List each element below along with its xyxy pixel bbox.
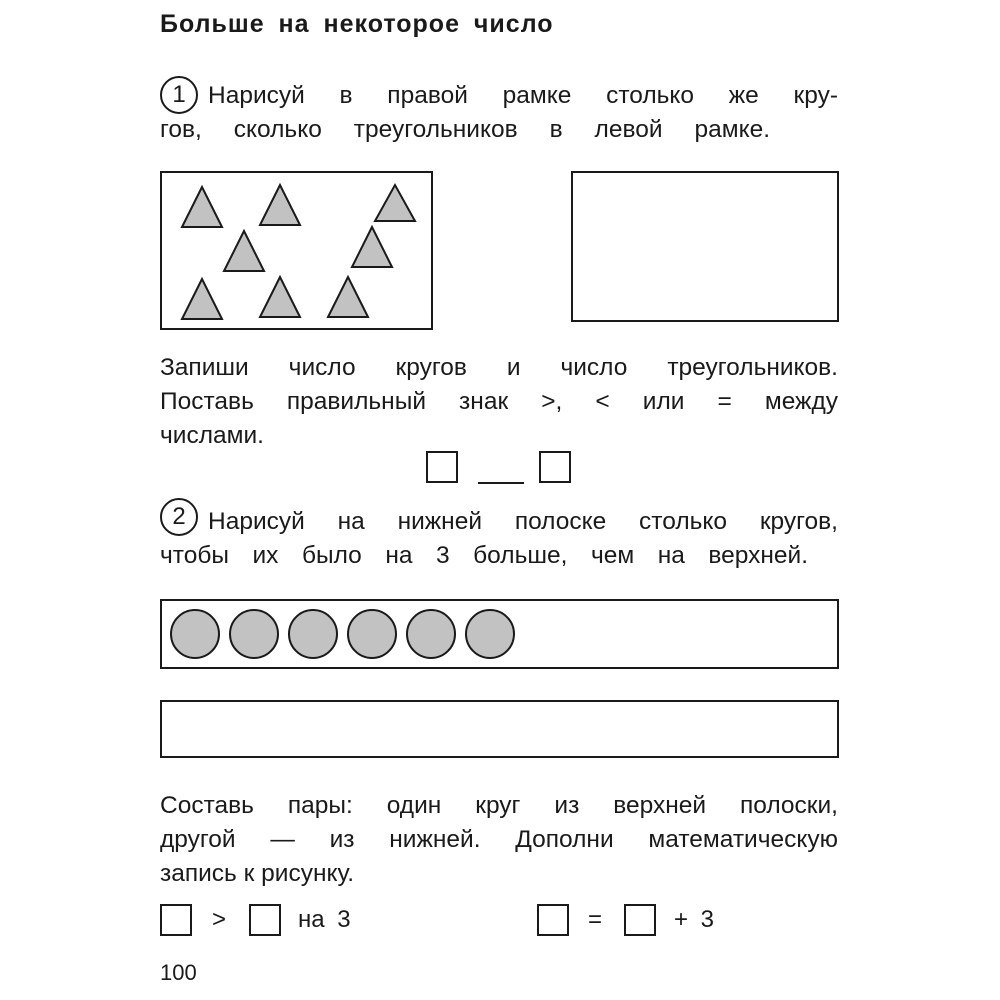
triangle-shape [182,279,222,319]
expr-1-suffix: на 3 [298,906,351,933]
expr-1-box-right[interactable] [249,904,281,936]
task-2-instruction-line-1: Нарисуй на нижней полоске столько кругов, [208,508,838,535]
answer-box-circles[interactable] [426,451,458,483]
circle-shape [289,610,337,658]
circles-answer-frame[interactable] [571,171,839,322]
page-number: 100 [160,960,197,985]
expr-2-suffix: + 3 [674,906,715,933]
sign-blank-line[interactable] [478,482,524,484]
top-strip [160,599,839,669]
bottom-strip[interactable] [160,700,839,758]
task-1-write-line-1: Запиши число кругов и число треугольников. [160,354,838,381]
expr-1-operator: > [212,906,227,933]
circle-shape [348,610,396,658]
task-2-pairs-line-3: запись к рисунку. [160,860,355,887]
answer-box-triangles[interactable] [539,451,571,483]
expr-2-box-right[interactable] [624,904,656,936]
page-title: Больше на некоторое число [160,10,554,38]
circle-shape [407,610,455,658]
task-1-instruction-line-1: Нарисуй в правой рамке столько же кру- [208,82,838,109]
triangle-shape [260,277,300,317]
task-1-instruction-line-2: гов, сколько треугольников в левой рамке. [160,116,770,143]
expr-2-box-left[interactable] [537,904,569,936]
task-2-pairs-line-1: Составь пары: один круг из верхней полоски, [160,792,838,819]
triangle-shape [375,185,415,221]
expr-2-operator: = [588,906,603,933]
top-strip-circles [162,601,837,667]
triangles-drawing [162,173,431,328]
task-1-write-line-2: Поставь правильный знак >, < или = между [160,388,838,415]
triangle-shape [224,231,264,271]
triangle-shape [182,187,222,227]
task-2-number: 2 [160,498,198,536]
triangle-shape [352,227,392,267]
task-2-pairs-line-2: другой — из нижней. Дополни математическую [160,826,838,853]
circle-shape [466,610,514,658]
circle-shape [171,610,219,658]
task-1-number: 1 [160,76,198,114]
triangles-frame [160,171,433,330]
triangle-shape [328,277,368,317]
task-1-write-line-3: числами. [160,422,264,449]
circle-shape [230,610,278,658]
triangle-shape [260,185,300,225]
task-2-instruction-line-2: чтобы их было на 3 больше, чем на верхней. [160,542,808,569]
expr-1-box-left[interactable] [160,904,192,936]
